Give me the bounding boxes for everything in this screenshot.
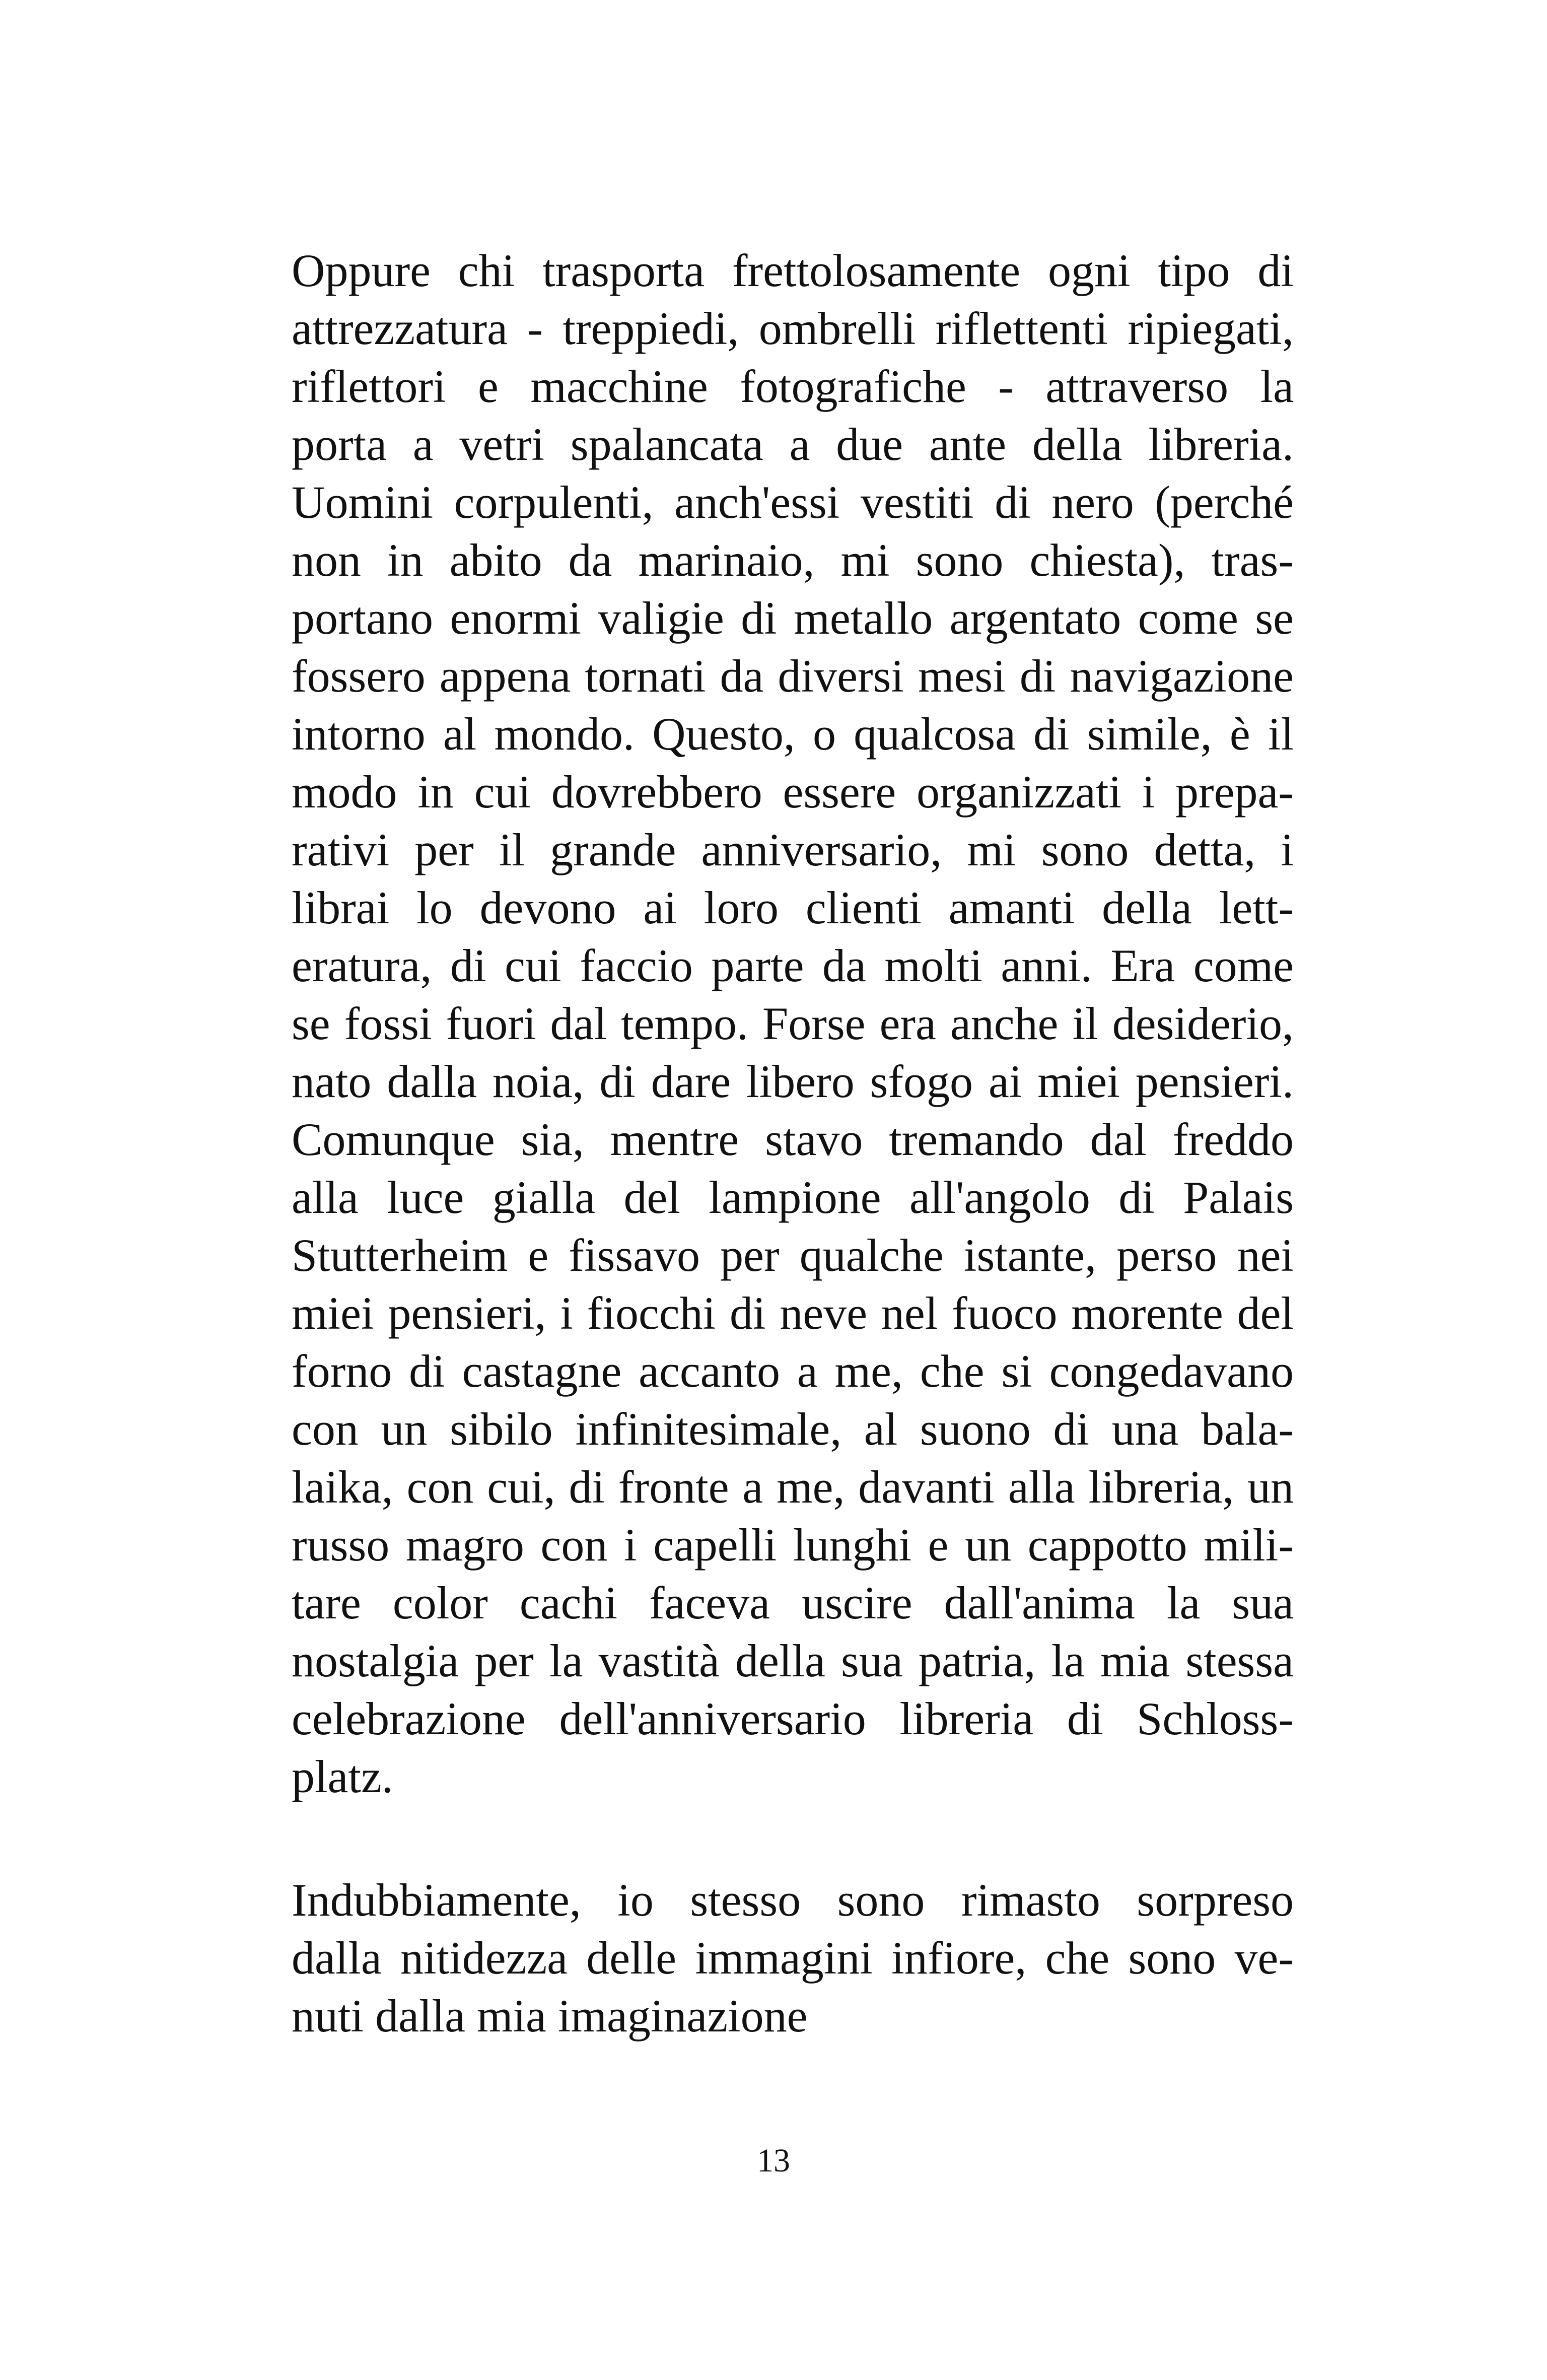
text-line: portano enormi valigie di metallo argentato come se [292,592,1294,644]
text-line: Comunque sia, mentre stavo tremando dal freddo [292,1114,1294,1165]
text-line: rativi per il grande anniversario, mi sono detta, i [292,824,1294,875]
text-line: alla luce gialla del lampione all'angolo di Palais [292,1172,1294,1223]
text-line: intorno al mondo. Questo, o qualcosa di simile, è il [292,708,1294,760]
text-line: Indubbiamente, io stesso sono rimasto sorpreso [292,1874,1294,1926]
text-line: con un sibilo infinitesimale, al suono di una bala- [292,1403,1294,1455]
text-line: Uomini corpulenti, anch'essi vestiti di nero (perché [292,477,1294,528]
text-line: riflettori e macchine fotografiche - attraverso la [292,361,1294,412]
text-line: miei pensieri, i fiocchi di neve nel fuoco morente del [292,1287,1294,1339]
text-line: librai lo devono ai loro clienti amanti della lett- [292,882,1294,933]
text-line: russo magro con i capelli lunghi e un cappotto mili- [292,1519,1294,1571]
text-line: nostalgia per la vastità della sua patria, la mia stessa [292,1635,1294,1686]
text-line: Oppure chi trasporta frettolosamente ogni tipo di [292,245,1294,296]
text-line: dalla nitidezza delle immagini infiore, che sono ve- [292,1932,1294,1984]
text-line: attrezzatura - treppiedi, ombrelli riflettenti ripiegati, [292,303,1294,354]
text-line: forno di castagne accanto a me, che si congedavano [292,1345,1294,1397]
text-line: tare color cachi faceva uscire dall'anima la sua [292,1577,1294,1628]
paragraph-1 [292,242,1294,1806]
text-line: celebrazione dell'anniversario libreria di Schloss- [292,1693,1294,1744]
text-line: platz. [292,1751,393,1802]
text-line: fossero appena tornati da diversi mesi di navigazione [292,650,1294,702]
text-line: se fossi fuori dal tempo. Forse era anche il desiderio, [292,998,1294,1049]
page-number: 13 [757,2142,790,2179]
text-line: laika, con cui, di fronte a me, davanti alla libreria, un [292,1461,1294,1513]
text-line: nato dalla noia, di dare libero sfogo ai miei pensieri. [292,1056,1294,1107]
text-line: modo in cui dovrebbero essere organizzati i prepa- [292,766,1294,818]
paragraph-2 [292,1871,1294,2045]
text-line: porta a vetri spalancata a due ante della libreria. [292,419,1294,470]
text-line: nuti dalla mia imaginazione [292,1990,808,2042]
text-line: eratura, di cui faccio parte da molti anni. Era come [292,940,1294,991]
text-line: Stutterheim e fissavo per qualche istante, perso nei [292,1230,1294,1281]
text-line: non in abito da marinaio, mi sono chiesta), tras- [292,534,1294,586]
